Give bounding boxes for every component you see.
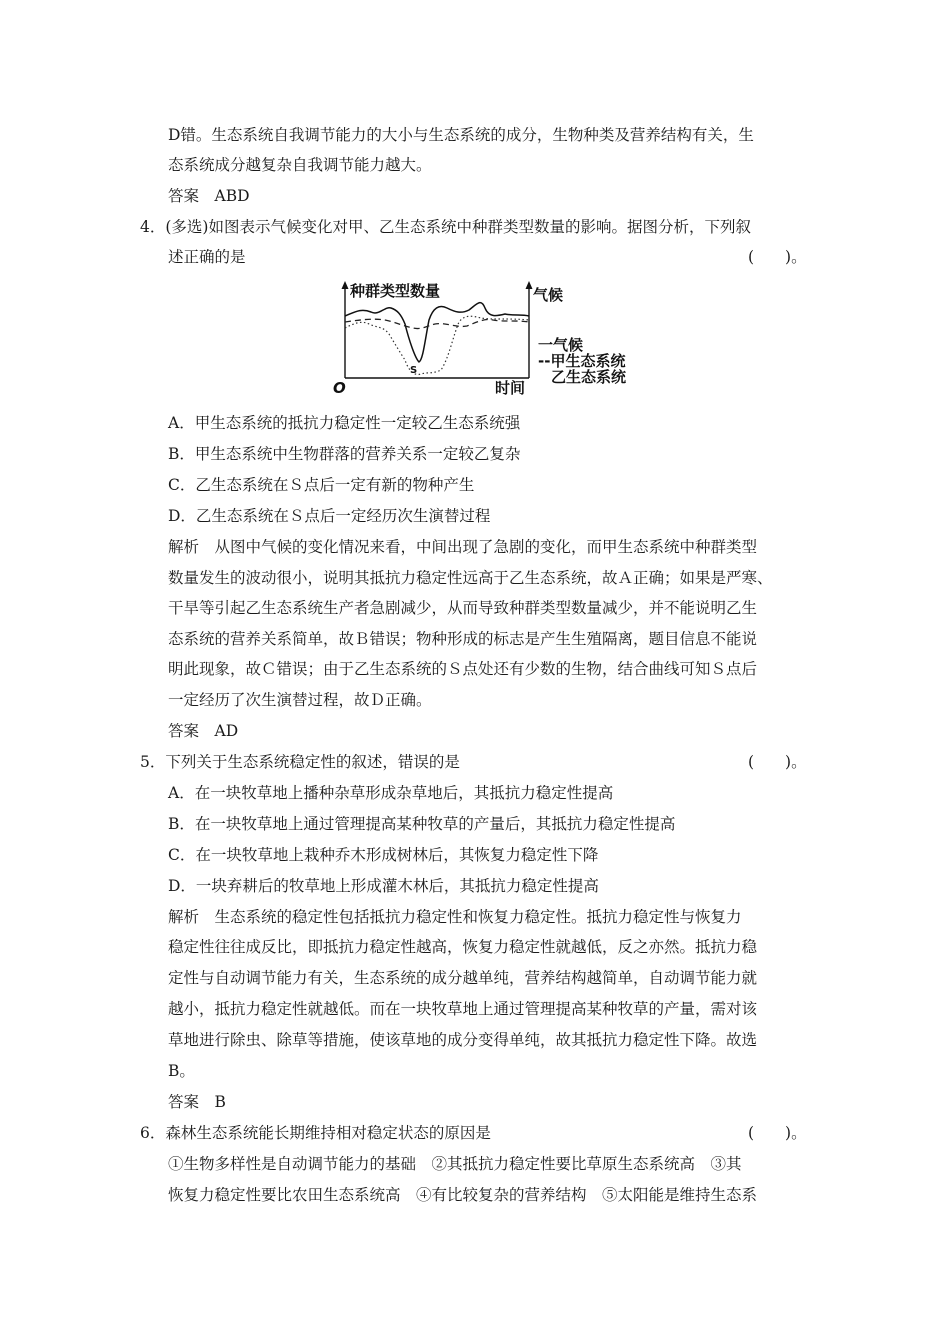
q4-option-b: B．甲生态系统中生物群落的营养关系一定较乙复杂 xyxy=(168,445,521,463)
q4-analysis-line-3: 干旱等引起乙生态系统生产者急剧减少，从而导致种群类型数量减少，并不能说明乙生 xyxy=(168,599,758,617)
q4-stem-line-1: 4．(多选)如图表示气候变化对甲、乙生态系统中种群类型数量的影响。据图分析，下列叙 xyxy=(140,218,751,236)
y2-axis-label: 气候 xyxy=(533,286,564,304)
q4-stem-line-2: 述正确的是 xyxy=(168,248,246,266)
q3-answer: 答案 ABD xyxy=(168,187,250,205)
q4-analysis-line-1: 解析 从图中气候的变化情况来看，中间出现了急剧的变化，而甲生态系统中种群类型 xyxy=(168,538,758,556)
legend-system-b: 乙生态系统 xyxy=(551,368,627,386)
q5-option-c: C．在一块牧草地上栽种乔木形成树林后，其恢复力稳定性下降 xyxy=(168,846,599,864)
q4-figure-svg xyxy=(333,278,653,396)
q5-answer: 答案 B xyxy=(168,1093,226,1111)
q3-analysis-line-2: 态系统成分越复杂自我调节能力越大。 xyxy=(168,156,432,174)
system-a-curve xyxy=(345,319,529,328)
q4-answer: 答案 AD xyxy=(168,722,239,740)
q4-analysis-line-4: 态系统的营养关系简单，故Ｂ错误；物种形成的标志是产生生殖隔离，题目信息不能说 xyxy=(168,630,758,648)
q6-items-line-1: ①生物多样性是自动调节能力的基础 ②其抵抗力稳定性要比草原生态系统高 ③其 xyxy=(168,1155,742,1173)
point-s-label: S xyxy=(410,365,418,376)
q4-analysis-line-6: 一定经历了次生演替过程，故Ｄ正确。 xyxy=(168,691,432,709)
q4-climate-figure xyxy=(333,278,653,396)
y-axis-right-arrow xyxy=(526,281,533,289)
q5-stem: 5．下列关于生态系统稳定性的叙述，错误的是 xyxy=(140,753,460,771)
q4-analysis-line-5: 明此现象，故Ｃ错误；由于乙生态系统的Ｓ点处还有少数的生物，结合曲线可知Ｓ点后 xyxy=(168,660,758,678)
legend-system-a: --甲生态系统 xyxy=(538,352,626,370)
q5-analysis-line-6: B。 xyxy=(168,1062,195,1080)
q6-items-line-2: 恢复力稳定性要比农田生态系统高 ④有比较复杂的营养结构 ⑤太阳能是维持生态系 xyxy=(168,1186,758,1204)
q4-option-a: A．甲生态系统的抵抗力稳定性一定较乙生态系统强 xyxy=(168,414,521,432)
q4-answer-blank: ( )。 xyxy=(748,248,807,266)
q4-option-d: D．乙生态系统在Ｓ点后一定经历次生演替过程 xyxy=(168,507,491,525)
system-b-curve xyxy=(345,316,529,374)
q5-answer-blank: ( )。 xyxy=(748,753,807,771)
y-axis-label: 种群类型数量 xyxy=(350,282,441,300)
x-axis-label: 时间 xyxy=(495,379,526,396)
q5-analysis-line-2: 稳定性往往成反比，即抵抗力稳定性越高，恢复力稳定性就越低，反之亦然。抵抗力稳 xyxy=(168,938,758,956)
q6-stem: 6．森林生态系统能长期维持相对稳定状态的原因是 xyxy=(140,1124,491,1142)
q5-option-a: A．在一块牧草地上播种杂草形成杂草地后，其抵抗力稳定性提高 xyxy=(168,784,614,802)
q4-option-c: C．乙生态系统在Ｓ点后一定有新的物种产生 xyxy=(168,476,475,494)
y-axis-left-arrow xyxy=(342,281,349,289)
q5-analysis-line-1: 解析 生态系统的稳定性包括抵抗力稳定性和恢复力稳定性。抵抗力稳定性与恢复力 xyxy=(168,908,742,926)
q5-option-d: D．一块弃耕后的牧草地上形成灌木林后，其抵抗力稳定性提高 xyxy=(168,877,599,895)
q5-option-b: B．在一块牧草地上通过管理提高某种牧草的产量后，其抵抗力稳定性提高 xyxy=(168,815,676,833)
q4-analysis-line-2: 数量发生的波动很小，说明其抵抗力稳定性远高于乙生态系统，故Ａ正确；如果是严寒、 xyxy=(168,569,773,587)
q5-analysis-line-3: 定性与自动调节能力有关，生态系统的成分越单纯，营养结构越简单，自动调节能力就 xyxy=(168,969,758,987)
q5-analysis-line-4: 越小，抵抗力稳定性就越低。而在一块牧草地上通过管理提高某种牧草的产量，需对该 xyxy=(168,1000,758,1018)
legend-climate: 一气候 xyxy=(538,336,584,354)
q5-analysis-line-5: 草地进行除虫、除草等措施，使该草地的成分变得单纯，故其抵抗力稳定性下降。故选 xyxy=(168,1031,758,1049)
climate-curve xyxy=(345,303,529,362)
origin-label: O xyxy=(333,379,346,396)
q6-answer-blank: ( )。 xyxy=(748,1124,807,1142)
q3-analysis-line-1: D错。生态系统自我调节能力的大小与生态系统的成分，生物种类及营养结构有关，生 xyxy=(168,126,754,144)
